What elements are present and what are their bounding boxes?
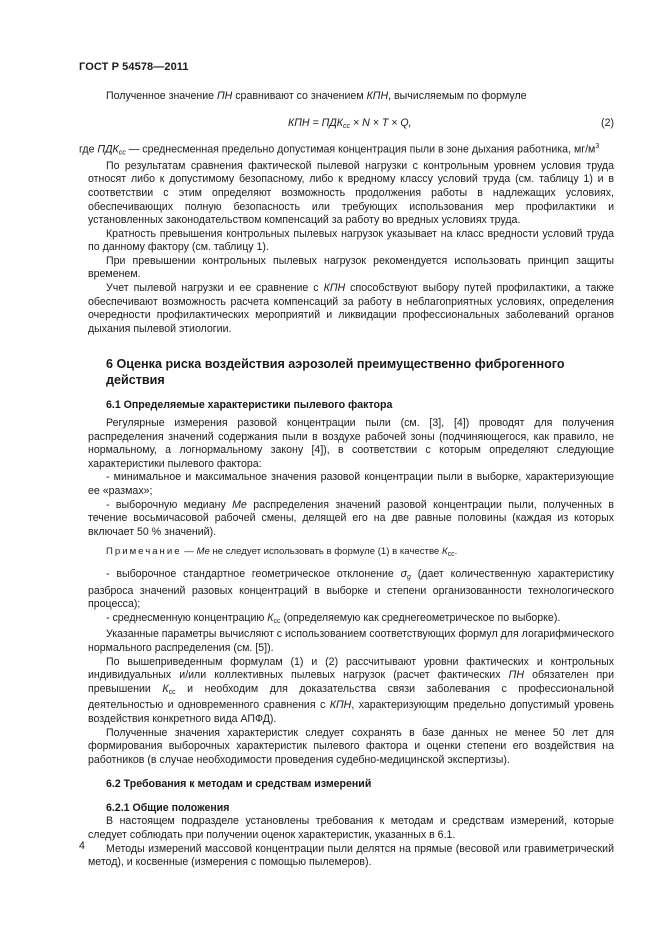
paragraph-formulas: По вышеприведенным формулам (1) и (2) рассчитывают уровни фактических и контрольных индивидуальных и/или коллективных пылевых нагрузок (расчет фактических ПН обязателен при превышении $К_{сс}$ и необходим для доказательства связи заболевания с профессиональной деятельностью и одновременного сравнения с КПН, характеризующим предельно допустимый уровень воздействия конкретного вида АПФД). bbox=[88, 655, 614, 725]
formula-2 bbox=[88, 117, 614, 131]
subsection-6-2-heading: 6.2 Требования к методам и средствам измерений bbox=[106, 778, 372, 791]
intro-paragraph: Полученное значение ПН сравнивают со значением КПН, вычисляемым по формуле bbox=[106, 90, 527, 102]
paragraph-6-2-1-requirements: В настоящем подразделе установлены требования к методам и средствам измерений, которые следует соблюдать при получении оценок характеристик, указанных в 6.1. bbox=[88, 815, 614, 842]
paragraph-comparison: По результатам сравнения фактической пылевой нагрузки с контрольным уровнем условия труда относят либо к допустимому безопасному, либо к вредному классу условий труда (см. таблицу 1) и в соответствии с этим определяют возможность продолжения работы в надлежащих условиях, обеспечивающих полную безопасность или требующих использования мер профилактики и установленных законодательством компенсаций за работу во вредных условиях труда. bbox=[88, 159, 614, 227]
page-header: ГОСТ Р 54578—2011 bbox=[79, 61, 189, 73]
subsection-6-2-1-heading: 6.2.1 Общие положения bbox=[106, 801, 230, 814]
page-content bbox=[79, 90, 614, 870]
list-item-kss: - среднесменную концентрацию $К_{сс}$ (определяемую как среднегеометрическое по выборке). bbox=[106, 611, 561, 625]
paragraph-parameters: Указанные параметры вычисляют с использованием соответствующих формул для логарифмического нормального распределения (см. [5]). bbox=[88, 628, 614, 654]
subsection-6-1-heading: 6.1 Определяемые характеристики пылевого фактора bbox=[106, 399, 393, 412]
paragraph-database: Полученные значения характеристик следует сохранять в базе данных не менее 50 лет для формирования выборочных характеристик пылевого фактора и оценки степени его воздействия на работников (в случае необходимости проведения судебно-медицинской экспертизы). bbox=[88, 726, 614, 766]
where-definition: где $ПДК_{сс}$ — среднесменная предельно допустимая концентрация пыли в зоне дыхания работника, $мг/м^3$ bbox=[79, 142, 600, 157]
list-item-sigma: - выборочное стандартное геометрическое отклонение $\sigma_g$ (дает количественную характеристику разброса значений разовых концентраций в выборке и степени организованности технологического процесса); bbox=[88, 567, 614, 611]
paragraph-time-protection: При превышении контрольных пылевых нагрузок рекомендуется использовать принцип защиты временем. bbox=[88, 254, 614, 281]
formula-number: (2) bbox=[601, 116, 614, 129]
list-item-range: - минимальное и максимальное значения разовой концентрации пыли в выборке, характеризующие ее «размах»; bbox=[88, 471, 614, 497]
paragraph-accounting: Учет пылевой нагрузки и ее сравнение с КПН способствуют выбору путей профилактики, а также обеспечивают возможность расчета компенсаций за работу в неблагоприятных условиях, определения очередности профилактических мероприятий и ликвидации профессиональных заболеваний органов дыхания пылевой этиологии. bbox=[88, 282, 614, 335]
section-6-heading: 6 Оценка риска воздействия аэрозолей преимущественно фиброгенного действия bbox=[106, 357, 565, 388]
paragraph-excess: Кратность превышения контрольных пылевых нагрузок указывает на класс вредности условий труда по данному фактору (см. таблицу 1). bbox=[88, 227, 614, 254]
list-item-median: - выборочную медиану Ме распределения значений разовой концентрации пыли, полученных в течение восьмичасовой рабочей смены, делящей его на две равные половины (каждая из которых включает 50 % значений). bbox=[88, 498, 614, 538]
note: Примечание — Ме не следует использовать в формуле (1) в качестве $К_{сс}$. bbox=[106, 546, 458, 559]
paragraph-6-2-1-methods: Методы измерений массовой концентрации пыли делятся на прямые (весовой или гравиметрический метод), и косвенные (измерения с помощью пылемеров). bbox=[88, 842, 614, 869]
paragraph-6-1-intro: Регулярные измерения разовой концентрации пыли (см. [3], [4]) проводят для получения распределения значений содержания пыли в воздухе рабочей зоны (подчиняющегося, как правило, не нормальному, а логнормальному закону [4]), в соответствии с которым определяют следующие характеристики пылевого фактора: bbox=[88, 417, 614, 470]
formula-expression: КПН = $ПДК_{сс} \times N \times T \times Q$, bbox=[288, 116, 412, 130]
page-number: 4 bbox=[79, 840, 85, 852]
